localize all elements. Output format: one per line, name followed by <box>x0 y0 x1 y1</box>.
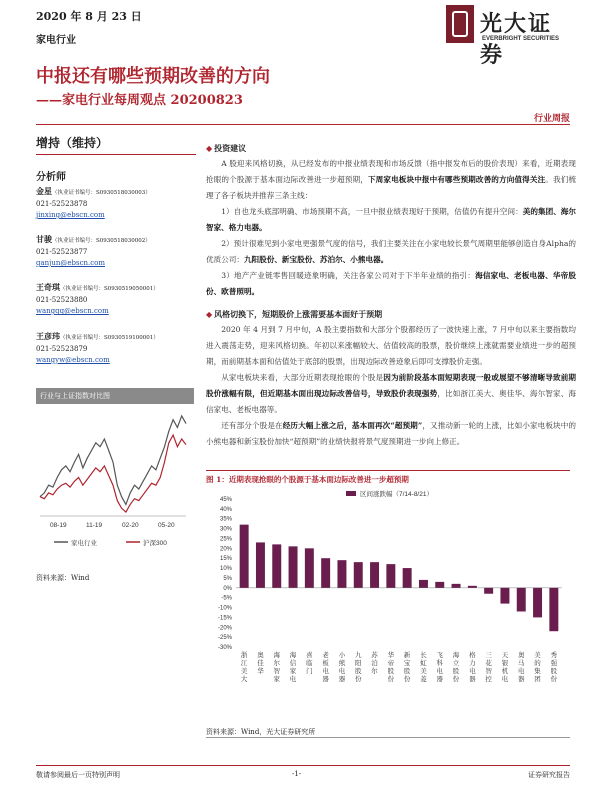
analyst-phone: 021-52523877 <box>36 248 88 256</box>
x-tick-label: 喜临门 <box>306 651 313 675</box>
paragraph: 2）预计很难见到小家电更强景气度的信号，我们主要关注在小家电较长景气周期里能够创造自身Alpha的优质公司：九阳股份、新宝股份、苏泊尔、小熊电器。 <box>206 239 576 264</box>
x-tick-label: 奥马电器 <box>518 651 525 683</box>
industry-vs-index-chart <box>36 388 194 558</box>
mini-series-line <box>40 416 186 505</box>
y-tick-label: 20% <box>219 546 232 553</box>
x-tick-label: 飞科电器 <box>436 651 443 683</box>
y-tick-label: 35% <box>219 516 232 523</box>
mini-chart-plot <box>36 404 194 556</box>
x-tick-label: 海立股份 <box>452 651 460 683</box>
y-tick-label: 0% <box>223 585 232 592</box>
bar <box>435 582 444 588</box>
bar <box>337 560 346 588</box>
analyst-card <box>36 331 206 366</box>
x-tick-label: 奥佳华 <box>257 651 264 675</box>
y-tick-label: -20% <box>217 625 232 632</box>
rating-divider <box>36 154 196 155</box>
y-tick-label: -25% <box>217 635 232 642</box>
mini-x-tick-label: 08-19 <box>50 522 67 529</box>
header-divider <box>36 124 570 125</box>
paragraph: 2020 年 4 月到 7 月中旬，A 股主要指数和大部分个股都经历了一波快速上涨，7 月中旬以来主要指数均进入震荡走势，迎来风格切换。年初以来涨幅较大、估值较高的股票，股价继续上涨就需要业绩进一步的超预期，而前期基本面和估值处于底部的股票，出现边际改善迹象后即可支撑股价走强。 <box>206 325 576 366</box>
page-number: -1- <box>292 770 302 778</box>
x-tick-label: 浙江美大 <box>240 651 248 683</box>
y-tick-label: 25% <box>219 536 232 543</box>
bar <box>289 546 298 587</box>
footer-report-label: 证券研究报告 <box>528 771 570 779</box>
analyst-phone: 021-52523878 <box>36 200 88 208</box>
bar <box>517 588 526 612</box>
paragraph: A 股迎来风格切换，从已经发布的中报业绩表现和市场反馈（指中报发布后的股价表现）来看，近期表现抢眼的个股源于基本面边际改善进一步超预期，下周家电板块中报中有哪些预期改善的方向值得关注。我们梳理了各子板块并推荐三条主线： <box>206 159 577 200</box>
report-type: 行业周报 <box>533 114 570 124</box>
analyst-phone: 021-52523879 <box>36 345 88 353</box>
mini-legend-label: 家电行业 <box>71 540 97 547</box>
bar <box>305 548 314 587</box>
y-tick-label: -30% <box>217 645 232 651</box>
analyst-email[interactable]: jinxing@ebscn.com <box>36 211 105 219</box>
analyst-email[interactable]: wangqq@ebscn.com <box>36 307 109 315</box>
report-title: 中报还有哪些预期改善的方向 <box>36 66 270 87</box>
x-tick-label: 三花智控 <box>485 651 492 683</box>
x-tick-label: 新宝股份 <box>403 651 411 683</box>
analyst-cert: （执业证书编号：S0930519100001） <box>60 335 159 341</box>
x-tick-label: 秀强股份 <box>550 651 558 683</box>
footer-disclaimer: 敬请参阅最后一页特别声明 <box>36 771 120 779</box>
bar <box>484 588 493 594</box>
x-tick-label: 九阳股份 <box>355 651 362 683</box>
analyst-card <box>36 186 206 221</box>
mini-chart-title: 行业与上证指数对比图 <box>36 388 194 404</box>
bar <box>403 568 412 588</box>
bar <box>452 584 461 588</box>
analyst-card <box>36 234 206 269</box>
logo-name: 光大证券 <box>480 11 553 68</box>
bar-chart <box>206 487 570 725</box>
mini-legend-label: 沪深300 <box>143 540 167 547</box>
company-logo <box>446 5 572 68</box>
bar <box>419 580 428 588</box>
bar <box>533 588 542 618</box>
analyst-phone: 021-52523880 <box>36 296 88 304</box>
diamond-bullet-icon: ◆ <box>206 143 213 153</box>
figure-title: 图 1：近期表现抢眼的个股源于基本面边际改善进一步超预期 <box>206 470 570 485</box>
paragraph: 从家电板块来看，大部分近期表现抢眼的个股是因为前阶段基本面短期表现一般或展望不够清晰导致前期股价涨幅有限，但近期基本面出现边际改善信号，导致股价表现强势，比如浙江美大、奥佳华、海尔智家、海信家电、老板电器等。 <box>206 373 577 414</box>
bar <box>468 586 477 588</box>
legend-swatch <box>346 491 356 496</box>
section-heading: ◆ 风格切换下，短期股价上涨需要基本面好于预期 <box>206 309 383 319</box>
main-content <box>206 140 576 450</box>
analyst-card <box>36 282 206 317</box>
analyst-cert: （执业证书编号：S0930518030003） <box>52 190 151 196</box>
bar <box>386 564 395 588</box>
figure-source: 资料来源：Wind，光大证券研究所 <box>206 728 316 736</box>
analyst-name: 甘骏 <box>36 234 52 244</box>
bar <box>354 562 363 588</box>
logo-english-name: EVERBRIGHT SECURITIES <box>482 36 560 42</box>
analyst-cert: （执业证书编号：S0930519050001） <box>60 286 159 292</box>
bar <box>321 558 330 588</box>
x-tick-label: 苏泊尔 <box>371 651 378 675</box>
y-tick-label: -5% <box>221 595 232 602</box>
y-tick-label: 45% <box>219 497 232 503</box>
footer-divider <box>36 765 570 766</box>
x-tick-label: 老板电器 <box>322 651 329 683</box>
bar <box>240 525 249 588</box>
logo-emblem-icon <box>446 5 474 43</box>
y-tick-label: -10% <box>217 605 232 612</box>
y-tick-label: 15% <box>219 556 232 563</box>
analyst-name: 王奇琪 <box>36 282 60 292</box>
x-tick-label: 天银机电 <box>501 651 509 683</box>
bar <box>272 544 281 587</box>
analyst-email[interactable]: ganjun@ebscn.com <box>36 259 105 267</box>
legend-label: 区间涨跌幅（7/14-8/21） <box>360 491 433 498</box>
x-tick-label: 长虹美菱 <box>420 651 427 683</box>
bar <box>549 588 558 631</box>
paragraph: 3）地产产业链零售回暖迹象明确，关注各家公司对于下半年业绩的指引：海信家电、老板电器、华帝股份、欧普照明。 <box>206 271 576 296</box>
y-tick-label: -15% <box>217 615 232 622</box>
analyst-name: 金星 <box>36 186 52 196</box>
y-tick-label: 40% <box>219 506 232 513</box>
diamond-bullet-icon: ◆ <box>206 309 213 319</box>
bar <box>500 588 509 604</box>
x-tick-label: 华帝股份 <box>387 651 395 683</box>
x-tick-label: 海信家电 <box>289 651 297 683</box>
bar <box>256 542 265 587</box>
report-date: 2020 年 8 月 23 日 <box>36 10 142 23</box>
mini-x-tick-label: 05-20 <box>158 522 175 529</box>
x-tick-label: 小熊电器 <box>338 651 346 683</box>
analyst-email[interactable]: wangyw@ebscn.com <box>36 356 110 364</box>
y-tick-label: 30% <box>219 526 232 533</box>
paragraph: 还有部分个股是在经历大幅上涨之后，基本面再次“超预期”，又推动新一轮的上涨，比如小家电板块中的小熊电器和新宝股份加快“超预期”的业绩快报将景气度预期进一步向上修正。 <box>206 421 577 446</box>
x-tick-label: 美的集团 <box>534 651 541 683</box>
y-tick-label: 5% <box>223 575 232 582</box>
paragraph: 1）自也龙头底部明确、市场预期不高，一旦中报业绩表现好于预期，估值仍有提升空间：美的集团、海尔智家、格力电器。 <box>206 207 577 232</box>
industry-label: 家电行业 <box>36 35 76 46</box>
report-subtitle: ——家电行业每周观点 20200823 <box>36 93 243 108</box>
analyst-cert: （执业证书编号：S0930518030002） <box>52 238 151 244</box>
figure-divider <box>206 737 570 738</box>
x-tick-label: 格力电器 <box>469 651 476 683</box>
rating: 增持（维持） <box>36 136 109 150</box>
section-heading: ◆ 投资建议 <box>206 143 247 153</box>
y-tick-label: 10% <box>219 566 232 573</box>
analyst-heading: 分析师 <box>36 172 66 183</box>
mini-x-tick-label: 11-19 <box>86 522 103 529</box>
analyst-name: 王彦玮 <box>36 331 60 341</box>
x-tick-label: 海尔智家 <box>273 651 280 683</box>
mini-x-tick-label: 02-20 <box>122 522 139 529</box>
mini-chart-source: 资料来源：Wind <box>36 574 90 582</box>
bar <box>370 562 379 588</box>
